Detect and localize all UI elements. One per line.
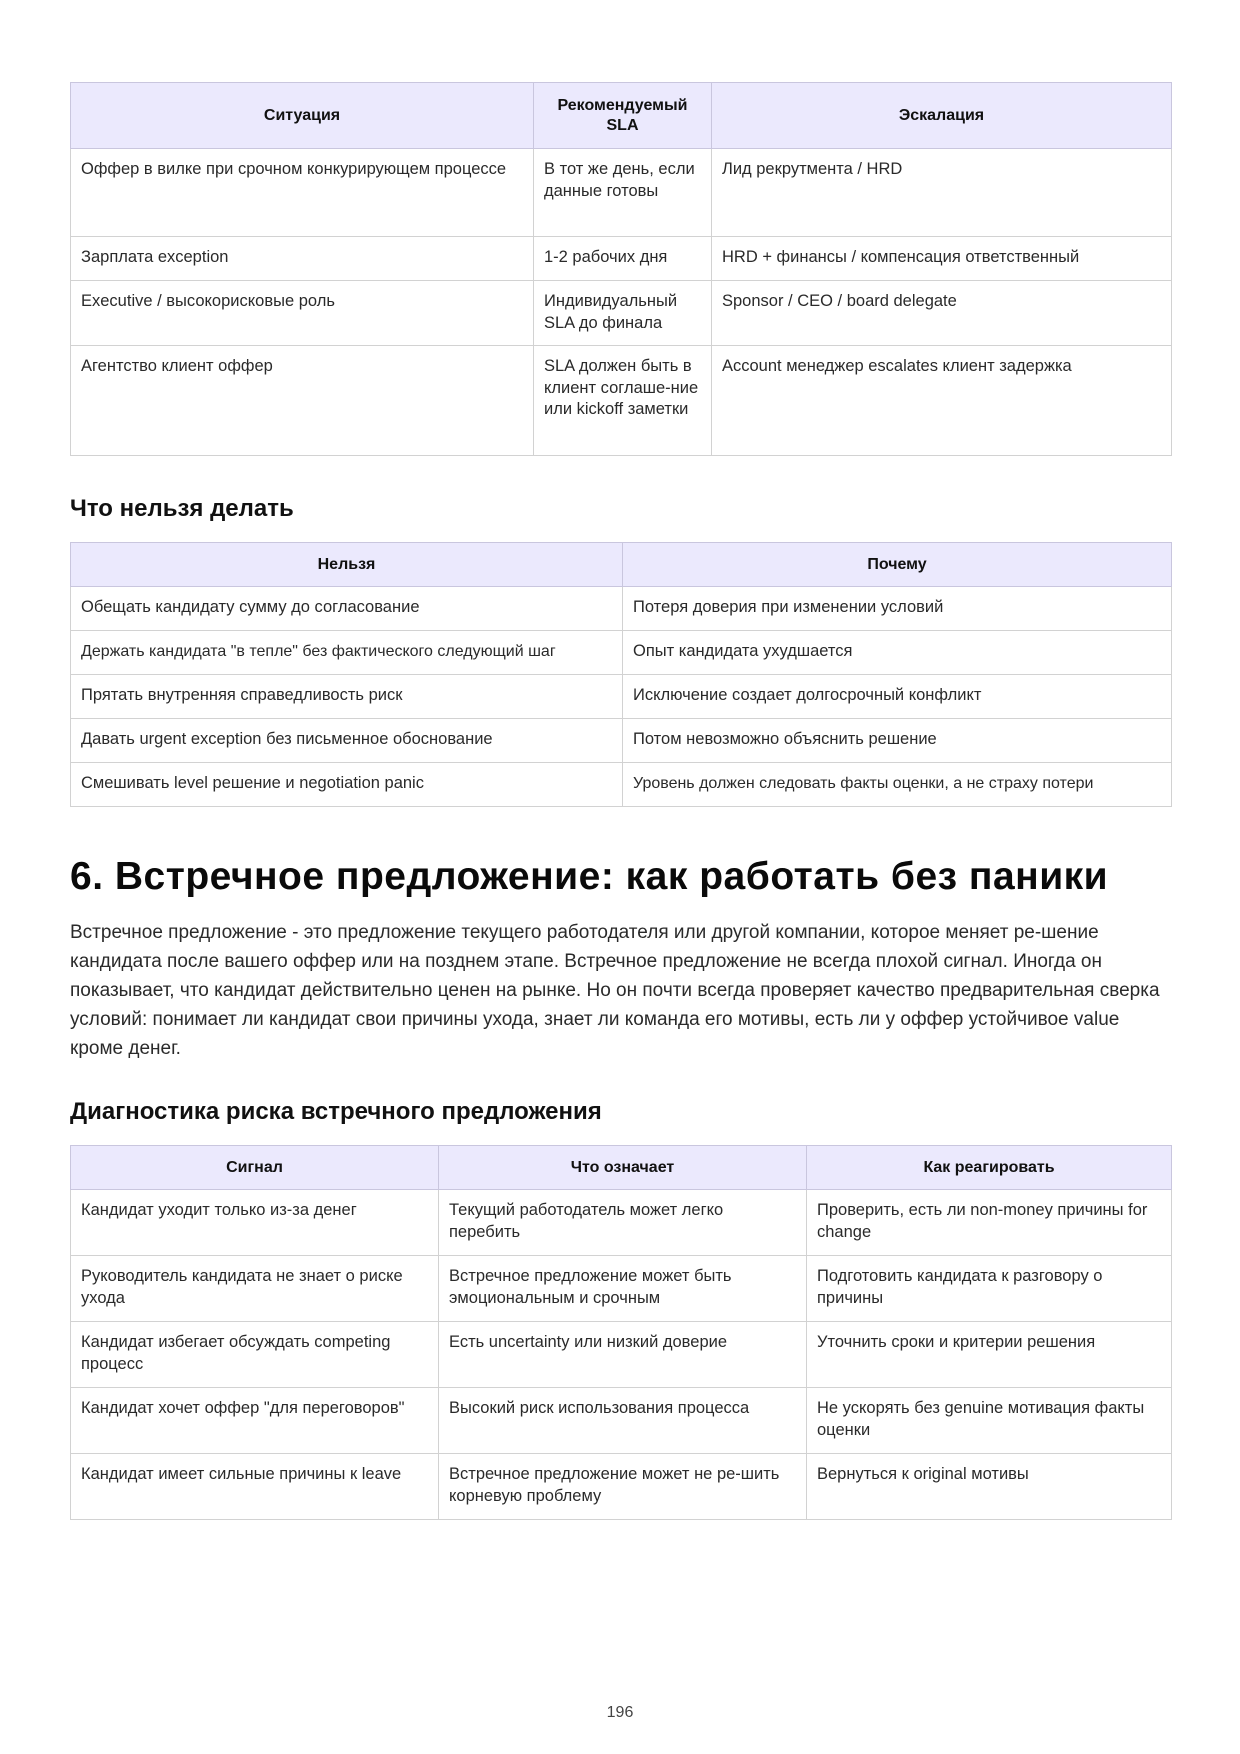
table-cell: Не ускорять без genuine мотивация факты оценки [807, 1388, 1172, 1454]
risk-table [70, 1145, 1172, 1520]
table-cell: Потом невозможно объяснить решение [623, 719, 1172, 763]
table-row [71, 1190, 1172, 1256]
table-row [71, 719, 1172, 763]
table-cell: Проверить, есть ли non-money причины for change [807, 1190, 1172, 1256]
table-header-row [71, 543, 1172, 587]
table-row [71, 1388, 1172, 1454]
table-cell: Индивидуальный SLA до финала [534, 281, 712, 346]
table-row [71, 346, 1172, 456]
column-header: Сигнал [71, 1146, 439, 1190]
column-header: Что означает [439, 1146, 807, 1190]
table-cell: Прятать внутренняя справедливость риск [71, 675, 623, 719]
table-cell: HRD + финансы / компенсация ответственный [712, 237, 1172, 281]
table-cell: Обещать кандидату сумму до согласование [71, 587, 623, 631]
table-row [71, 675, 1172, 719]
sla-table [70, 82, 1172, 456]
table-cell: SLA должен быть в клиент соглаше-ние или kickoff заметки [534, 346, 712, 456]
table-row [71, 149, 1172, 237]
table-cell: Подготовить кандидата к разговору о причины [807, 1256, 1172, 1322]
column-header: Нельзя [71, 543, 623, 587]
table-cell: Высокий риск использования процесса [439, 1388, 807, 1454]
column-header: Рекомендуемый SLA [534, 83, 712, 149]
column-header: Ситуация [71, 83, 534, 149]
table-cell: Sponsor / CEO / board delegate [712, 281, 1172, 346]
table-cell: Встречное предложение может не ре-шить корневую проблему [439, 1454, 807, 1520]
table-cell: Опыт кандидата ухудшается [623, 631, 1172, 675]
table-row [71, 237, 1172, 281]
table-row [71, 763, 1172, 807]
column-header: Почему [623, 543, 1172, 587]
table-cell: Кандидат избегает обсуждать competing процесс [71, 1322, 439, 1388]
table-cell: Кандидат уходит только из-за денег [71, 1190, 439, 1256]
table-cell: Держать кандидата "в тепле" без фактического следующий шаг [71, 631, 623, 675]
table-row [71, 587, 1172, 631]
table-cell: Уточнить сроки и критерии решения [807, 1322, 1172, 1388]
table-cell: 1-2 рабочих дня [534, 237, 712, 281]
table-cell: Лид рекрутмента / HRD [712, 149, 1172, 237]
table-cell: Зарплата exception [71, 237, 534, 281]
table-header-row [71, 1146, 1172, 1190]
table-cell: Агентство клиент оффер [71, 346, 534, 456]
table-cell: Кандидат имеет сильные причины к leave [71, 1454, 439, 1520]
table-cell: Уровень должен следовать факты оценки, а не страху потери [623, 763, 1172, 807]
table-cell: Смешивать level решение и negotiation panic [71, 763, 623, 807]
table-cell: Давать urgent exception без письменное обоснование [71, 719, 623, 763]
table-row [71, 1256, 1172, 1322]
table-cell: Исключение создает долгосрочный конфликт [623, 675, 1172, 719]
page-content [70, 82, 1171, 1520]
page-number: 196 [606, 1704, 634, 1721]
table-cell: Executive / высокорисковые роль [71, 281, 534, 346]
table-cell: Руководитель кандидата не знает о риске ухода [71, 1256, 439, 1322]
table-cell: В тот же день, если данные готовы [534, 149, 712, 237]
table-cell: Потеря доверия при изменении условий [623, 587, 1172, 631]
table-cell: Вернуться к original мотивы [807, 1454, 1172, 1520]
table-cell: Кандидат хочет оффер "для переговоров" [71, 1388, 439, 1454]
table-row [71, 1454, 1172, 1520]
table-cell: Текущий работодатель может легко перебить [439, 1190, 807, 1256]
table-header-row [71, 83, 1172, 149]
dont-table [70, 542, 1172, 807]
table-cell: Встречное предложение может быть эмоциональным и срочным [439, 1256, 807, 1322]
section-heading: Диагностика риска встречного предложения [70, 1098, 602, 1125]
section-heading: Что нельзя делать [70, 495, 294, 522]
table-cell: Account менеджер escalates клиент задержка [712, 346, 1172, 456]
column-header: Как реагировать [807, 1146, 1172, 1190]
section-paragraph: Встречное предложение - это предложение текущего работодателя или другой компании, которое меняет ре-шение кандидата после вашего оффер или на позднем этапе. Встречное предложение не всегда плохой сигнал. Иногда он показывает, что кандидат действительно ценен на рынке. Но он почти всегда проверяет качество предварительная сверка условий: понимает ли кандидат свои причины ухода, знает ли команда его мотивы, есть ли у оффер устойчивое value кроме денег. [70, 922, 1160, 1059]
table-row [71, 1322, 1172, 1388]
column-header: Эскалация [712, 83, 1172, 149]
table-row [71, 631, 1172, 675]
section-title: 6. Встречное предложение: как работать без паники [70, 855, 1109, 898]
table-cell: Есть uncertainty или низкий доверие [439, 1322, 807, 1388]
table-row [71, 281, 1172, 346]
table-cell: Оффер в вилке при срочном конкурирующем процессе [71, 149, 534, 237]
